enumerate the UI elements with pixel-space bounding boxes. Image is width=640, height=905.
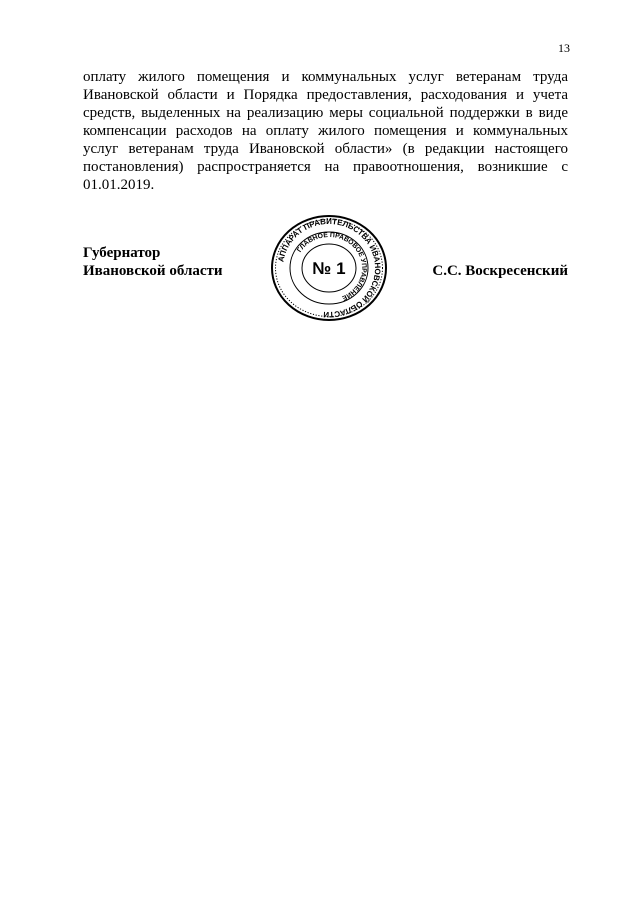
paragraph-line: постановления) распространяется на правоотношения, возникшие с [83,159,568,175]
paragraph-line: оплату жилого помещения и коммунальных услуг ветеранам труда [83,69,568,85]
page-number: 13 [558,41,570,55]
signer-title-line: Губернатор [83,245,161,261]
body-paragraph [83,68,568,194]
paragraph-line: 01.01.2019. [83,177,155,193]
seal-outer-textpath: АППАРАТ ПРАВИТЕЛЬСТВА ИВАНОВСКОЙ ОБЛАСТИ [276,216,383,320]
official-seal [270,214,388,322]
paragraph-line: компенсации расходов на оплату жилого помещения и коммунальных [83,123,568,139]
seal-number: № 1 [312,259,346,278]
paragraph-line: Ивановской области и Порядка предоставления, расходования и учета [83,87,568,103]
paragraph-line: средств, выделенных на реализацию меры социальной поддержки в виде [83,105,568,121]
signer-title [83,244,223,280]
seal-graphic [270,214,388,322]
signer-title-line: Ивановской области [83,263,223,279]
signer-name: С.С. Воскресенский [432,263,568,279]
paragraph-line: услуг ветеранам труда Ивановской области» (в редакции настоящего [83,141,568,157]
seal-inner-textpath: ГЛАВНОЕ ПРАВОВОЕ УПРАВЛЕНИЕ [296,231,368,302]
